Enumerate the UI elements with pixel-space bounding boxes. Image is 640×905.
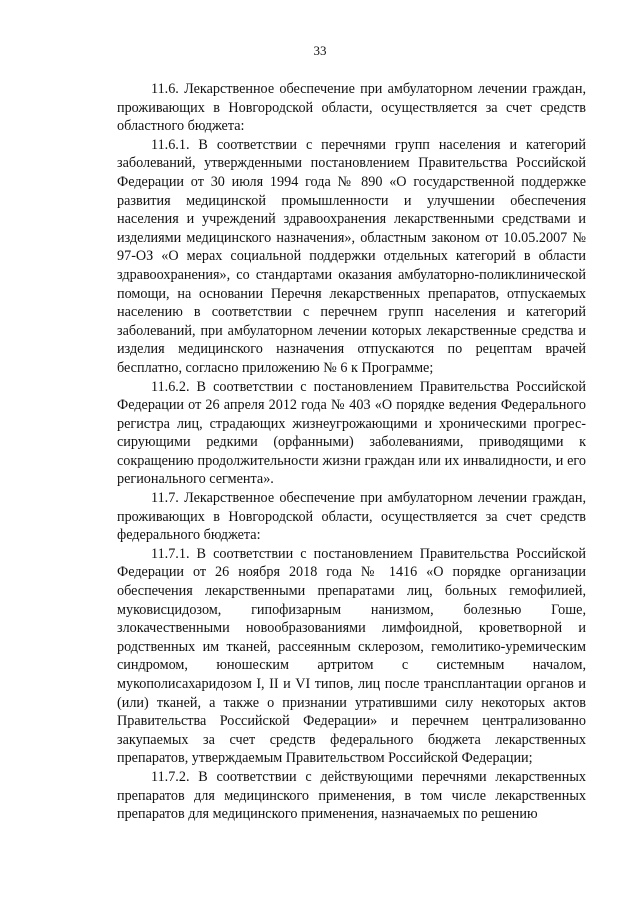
paragraph-11-7-2: 11.7.2. В соответствии с действующими перечнями лекарственных препаратов для медицинского применения, в том числе лекарственных препаратов для медицинского применения, назначаемых по решению [117,768,586,823]
paragraph-11-6: 11.6. Лекарственное обеспечение при амбулаторном лечении граждан, проживающих в Новгородской области, осуществляется за счет средств областного бюджета: [117,81,586,135]
paragraph-11-6-2: 11.6.2. В соответствии с постановлением Правительства Российской Федерации от 26 апреля 2012 года № 403 «О порядке ведения Федерального регистра лиц, страдающих жизнеугрожающими и хроническими прогрес-сирующими редкими (орфанными) заболеваниями, приводящими к сокращению продолжительности жизни граждан или их инвалидности, и его регионального сегмента». [117,378,586,488]
paragraph-11-7: 11.7. Лекарственное обеспечение при амбулаторном лечении граждан, проживающих в Новгородской области, осуществляется за счет средств федерального бюджета: [117,490,586,544]
paragraph-11-7-1: 11.7.1. В соответствии с постановлением Правительства Российской Федерации от 26 ноября 2018 года № 1416 «О порядке организации обеспечения лекарственными препаратами лиц, больных гемофилией, муковисцидозом, гипофизарным нанизмом, болезнью Гоше, злокачественными новообразованиями лимфоидной, кроветворной и родственных им тканей, рассеянным склерозом, гемолитико-уремическим синдромом, юношеским артритом с системным началом, мукополисахаридозом I, II и VI типов, лиц после трансплантации органов и (или) тканей, а также о признании утратившими силу некоторых актов Правительства Российской Федерации» и перечнем централизованно закупаемых за счет средств федерального бюджета лекарственных препаратов, утверждаемым Правительством Российской Федерации; [117,545,586,767]
paragraph-11-6-1: 11.6.1. В соответствии с перечнями групп населения и категорий заболеваний, утвержденными постановлением Правительства Российской Федерации от 30 июля 1994 года № 890 «О государственной поддержке развития медицинской промышленности и улучшении обеспечения населения и учреждений здравоохранения лекарственными средствами и изделиями медицинского назначения», областным законом от 10.05.2007 № 97-ОЗ «О мерах социальной поддержки отдельных категорий в области здравоохранения», со стандартами оказания амбулаторно-поликлинической помощи, на основании Перечня лекарственных препаратов, отпускаемых населению в соответствии с перечнем групп населения и категорий заболеваний, при амбулаторном лечении которых лекарственные средства и изделия медицинского назначения отпускаются по рецептам врачей бесплатно, согласно приложению № 6 к Программе; [117,136,586,376]
page-number: 33 [313,43,327,58]
document-body [117,80,586,824]
